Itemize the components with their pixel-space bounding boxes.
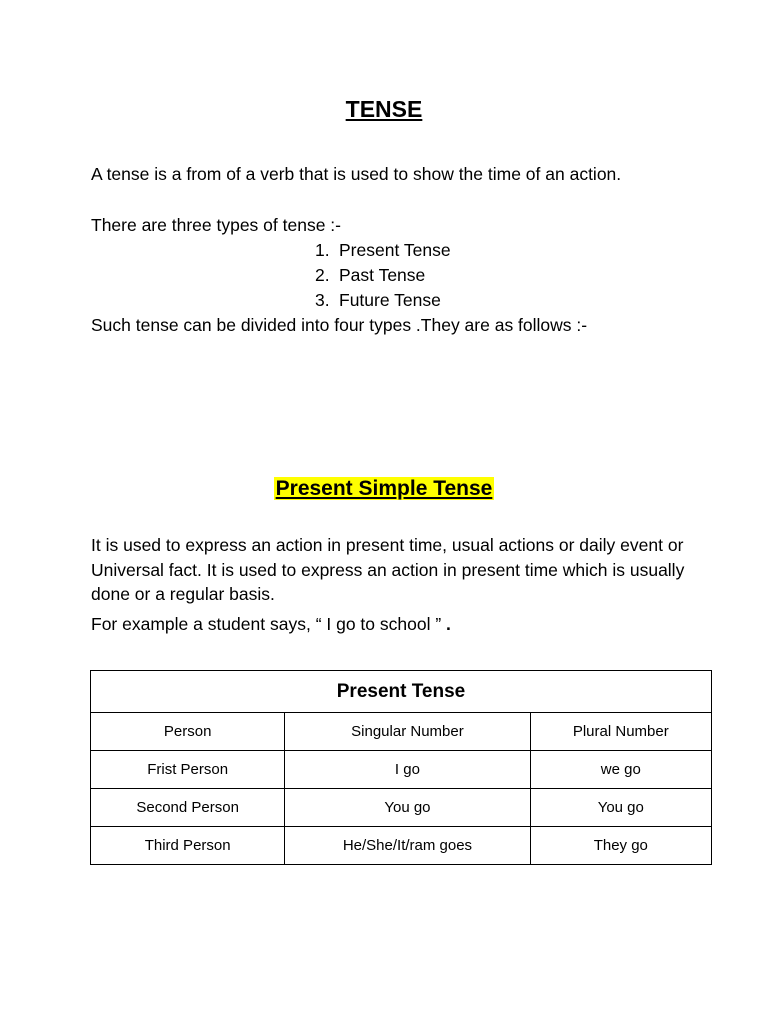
- list-item-label: Past Tense: [339, 265, 426, 285]
- table-cell: You go: [530, 789, 711, 827]
- list-item: [315, 288, 451, 313]
- header-cell-person: Person: [91, 713, 285, 751]
- header-cell-singular: Singular Number: [285, 713, 530, 751]
- table-row: [91, 789, 712, 827]
- table-cell: They go: [530, 827, 711, 865]
- example-sentence: [91, 612, 451, 637]
- list-item-number: 1.: [315, 240, 330, 260]
- definition-text: A tense is a from of a verb that is used to show the time of an action.: [91, 164, 622, 184]
- tense-types-list: [315, 238, 451, 313]
- list-item-label: Present Tense: [339, 240, 451, 260]
- header-cell-plural: Plural Number: [530, 713, 711, 751]
- highlighted-section-title: Present Simple Tense: [275, 477, 493, 500]
- table-row: [91, 827, 712, 865]
- division-note-text: Such tense can be divided into four types .They are as follows :-: [91, 315, 588, 335]
- table-cell: Third Person: [91, 827, 285, 865]
- table-cell: we go: [530, 751, 711, 789]
- table-cell: I go: [285, 751, 530, 789]
- table-cell: Second Person: [91, 789, 285, 827]
- section-heading: [0, 474, 768, 502]
- table-cell: He/She/It/ram goes: [285, 827, 530, 865]
- list-item-number: 3.: [315, 290, 330, 310]
- table-caption-row: [91, 671, 712, 713]
- types-intro-text: There are three types of tense :-: [91, 215, 341, 235]
- list-item: [315, 263, 451, 288]
- section-description: It is used to express an action in present time, usual actions or daily event or Universal fact. It is used to express an action in present time which is usually done or a regular basis.: [91, 535, 685, 604]
- list-item-number: 2.: [315, 265, 330, 285]
- table-cell: You go: [285, 789, 530, 827]
- table-caption: Present Tense: [91, 671, 712, 713]
- table-row: [91, 751, 712, 789]
- table-header-row: [91, 713, 712, 751]
- table-cell: Frist Person: [91, 751, 285, 789]
- present-tense-table: [90, 670, 712, 865]
- example-period: .: [446, 614, 451, 634]
- list-item-label: Future Tense: [339, 290, 441, 310]
- example-text: For example a student says, “ I go to school ”: [91, 614, 447, 634]
- page-title: TENSE: [345, 96, 423, 122]
- list-item: [315, 238, 451, 263]
